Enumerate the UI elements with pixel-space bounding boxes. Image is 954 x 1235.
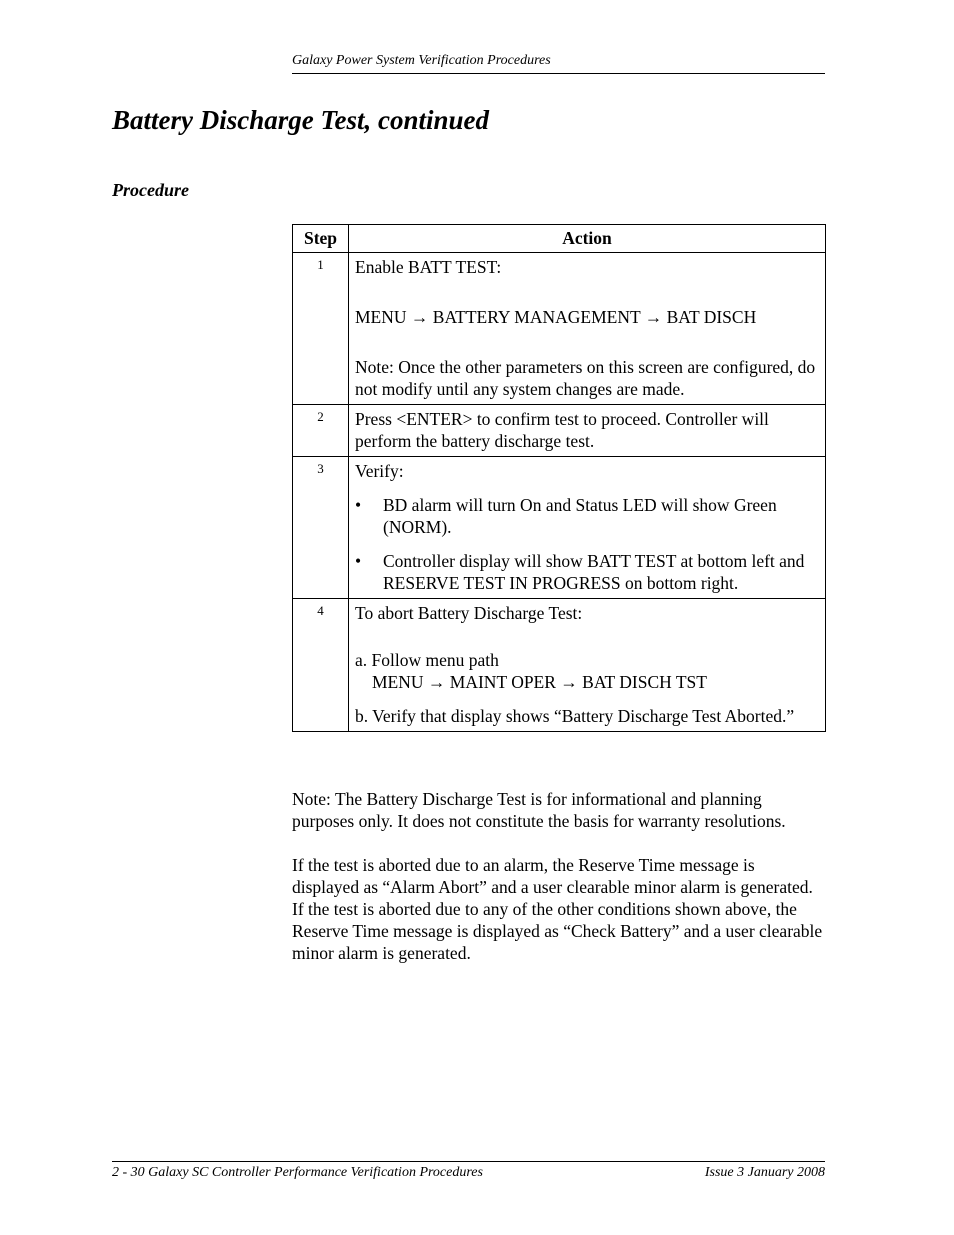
- action-cell: [349, 599, 826, 732]
- footer-page-info: 2 - 30 Galaxy SC Controller Performance Verification Procedures: [112, 1165, 483, 1180]
- action-note: Note: Once the other parameters on this screen are configured, do not modify until any system changes are made.: [355, 357, 816, 399]
- action-cell: [349, 457, 826, 599]
- step-number: 3: [293, 457, 349, 599]
- table-row: [293, 457, 826, 599]
- section-label: Procedure: [112, 180, 189, 200]
- bullet-glyph: •: [355, 495, 362, 515]
- bullet-item: [355, 494, 817, 538]
- action-text: To abort Battery Discharge Test:: [355, 603, 583, 623]
- step-number: 4: [293, 599, 349, 732]
- action-cell: [349, 253, 826, 405]
- bullet-text: BD alarm will turn On and Status LED will show Green (NORM).: [383, 495, 777, 537]
- action-text: Enable BATT TEST:: [355, 257, 502, 277]
- abort-explanation: If the test is aborted due to an alarm, the Reserve Time message is displayed as “Alarm Abort” and a user clearable minor alarm is generated. If the test is aborted due to any of the other conditions shown above, the Reserve Time message is displayed as “Check Battery” and a user clearable minor alarm is generated.: [292, 855, 823, 963]
- procedure-table: [292, 224, 826, 732]
- table-header-row: [293, 225, 826, 253]
- bullet-text: Controller display will show BATT TEST at bottom left and RESERVE TEST IN PROGRESS on bottom right.: [383, 551, 805, 593]
- footer-issue: Issue 3 January 2008: [704, 1165, 825, 1180]
- action-text: Verify:: [355, 461, 404, 481]
- menu-path: MENU → BATTERY MANAGEMENT → BAT DISCH: [355, 307, 757, 327]
- substep-b: b. Verify that display shows “Battery Discharge Test Aborted.”: [355, 706, 795, 726]
- disclaimer-note: Note: The Battery Discharge Test is for informational and planning purposes only. It does not constitute the basis for warranty resolutions.: [292, 789, 786, 831]
- table-row: [293, 599, 826, 732]
- running-header: Galaxy Power System Verification Procedures: [292, 52, 825, 74]
- substep-a-menu-path: MENU → MAINT OPER → BAT DISCH TST: [372, 672, 707, 692]
- notes-section: [292, 788, 826, 986]
- action-text: Press <ENTER> to confirm test to proceed. Controller will perform the battery discharge test.: [355, 409, 769, 451]
- action-column-header: Action: [349, 225, 826, 253]
- table-row: [293, 253, 826, 405]
- page-title: Battery Discharge Test, continued: [112, 105, 490, 135]
- table-row: [293, 405, 826, 457]
- step-column-header: Step: [293, 225, 349, 253]
- action-cell: [349, 405, 826, 457]
- running-footer: [112, 1161, 825, 1182]
- bullet-item: [355, 550, 817, 594]
- substep-a: a. Follow menu path: [355, 650, 499, 670]
- bullet-glyph: •: [355, 551, 362, 571]
- step-number: 1: [293, 253, 349, 405]
- step-number: 2: [293, 405, 349, 457]
